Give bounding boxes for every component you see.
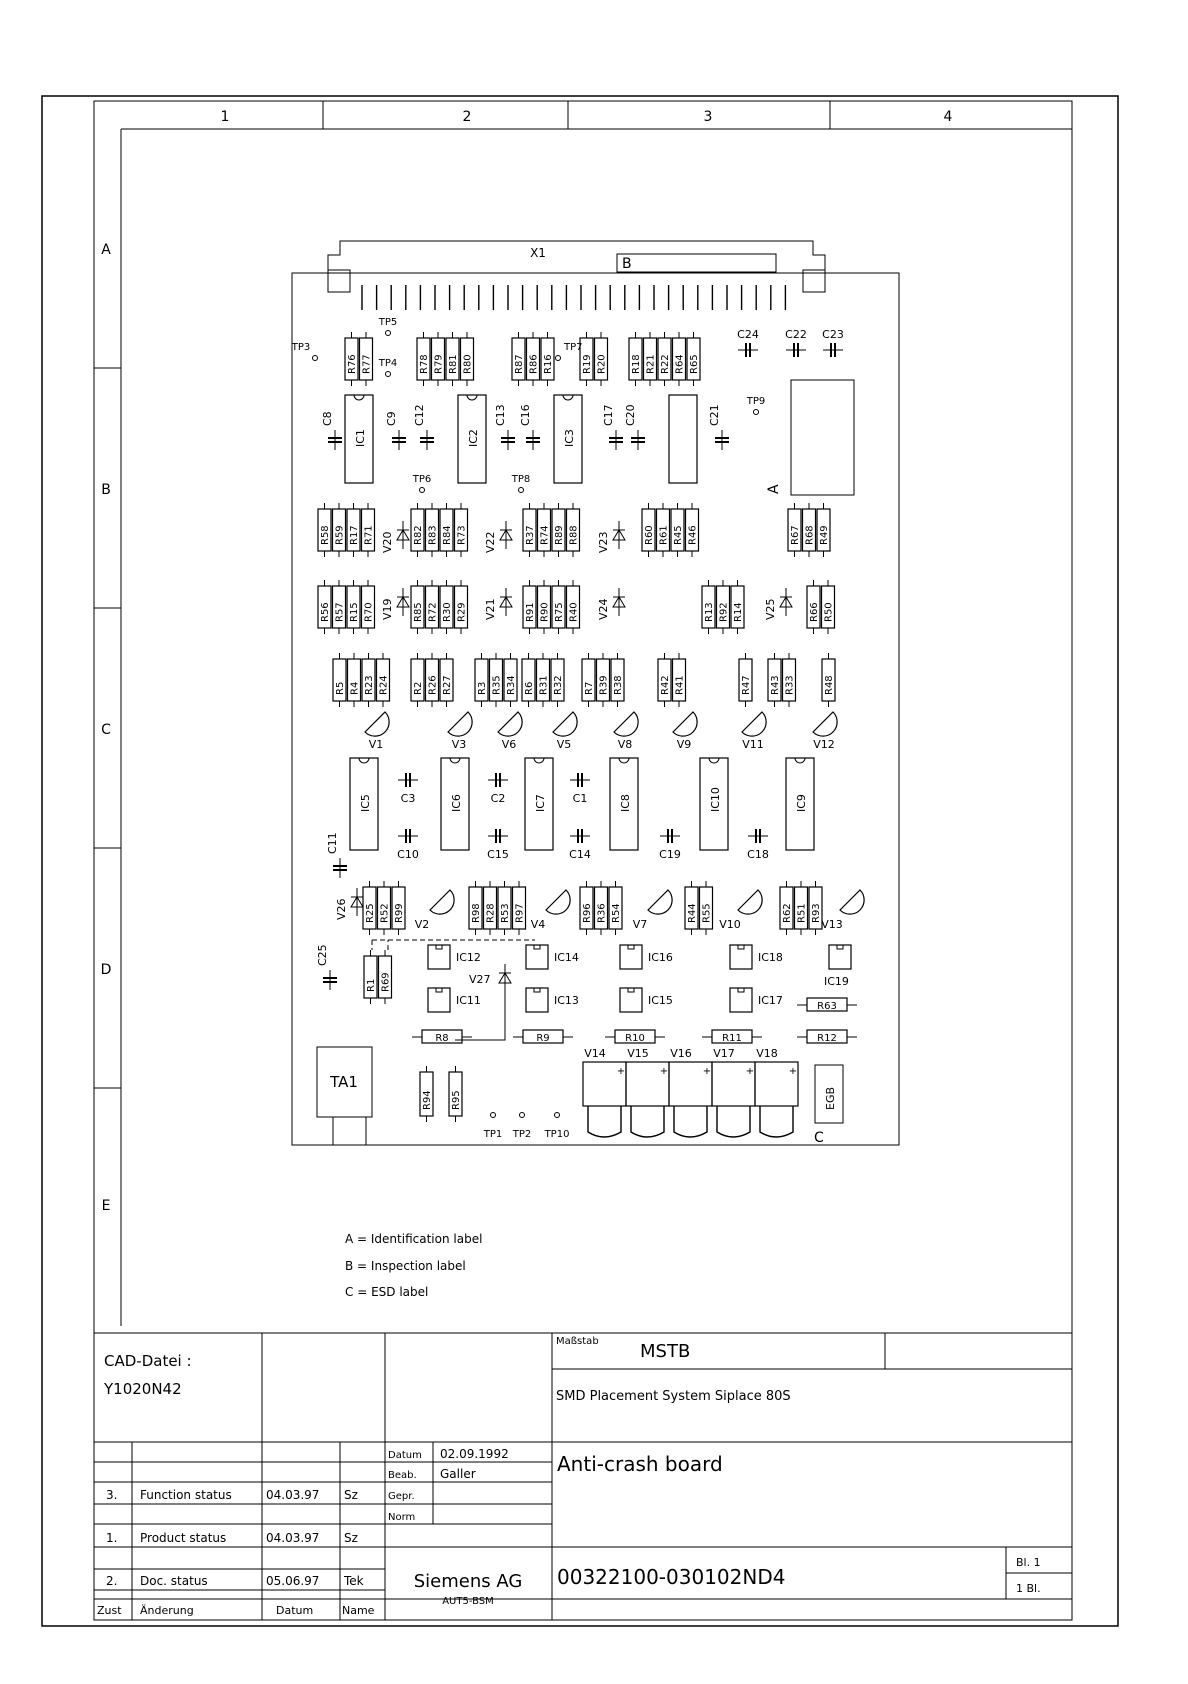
- resistor-label: R19: [582, 354, 593, 374]
- resistor-label: R53: [500, 903, 511, 923]
- led-polarity: +: [702, 1066, 712, 1077]
- ic-notch: [709, 758, 719, 763]
- resistor-label: R49: [819, 525, 830, 545]
- testpoint-marker: [313, 356, 318, 361]
- testpoint-label: TP5: [378, 317, 398, 328]
- resistor-label: R28: [485, 903, 497, 923]
- resistor-label: R3: [477, 681, 488, 695]
- led-lens: [674, 1106, 707, 1137]
- transistor-label: V13: [821, 918, 843, 931]
- resistor-label: R43: [770, 675, 781, 695]
- datum-value: 02.09.1992: [440, 1447, 509, 1461]
- connector-x1: [328, 241, 825, 290]
- ic-notch: [450, 758, 460, 763]
- ic-label: IC10: [709, 787, 722, 812]
- resistor-label: R92: [718, 602, 730, 622]
- transistor-body: [553, 712, 577, 736]
- transistor-body: [673, 712, 697, 736]
- footer-zust: Zust: [97, 1604, 122, 1617]
- resistor-label: R63: [817, 1001, 837, 1012]
- ic-label: IC1: [354, 429, 367, 447]
- testpoint-marker: [556, 356, 561, 361]
- resistor-label: R58: [320, 525, 331, 545]
- resistor-label: R13: [704, 602, 715, 622]
- capacitor-label: C15: [487, 848, 509, 861]
- led-label: V17: [713, 1047, 735, 1060]
- transistor-label: V12: [813, 738, 835, 751]
- transistor-body: [648, 890, 672, 914]
- revision-zust: 3.: [106, 1488, 118, 1502]
- resistor-label: R73: [456, 525, 468, 545]
- datum-label: Datum: [388, 1450, 422, 1461]
- identification-label-box: [791, 380, 854, 495]
- resistor-label: R97: [514, 903, 526, 923]
- testpoint-label: TP8: [511, 474, 531, 485]
- resistor-label: R41: [674, 675, 686, 695]
- resistor-label: R60: [644, 525, 655, 545]
- transistor-label: V10: [719, 918, 741, 931]
- resistor-label: R38: [613, 675, 624, 695]
- diode-label: V23: [597, 531, 610, 553]
- transistor-body: [448, 712, 472, 736]
- resistor-label: R77: [361, 354, 373, 374]
- led-lens: [631, 1106, 664, 1137]
- transistor-label: V7: [632, 918, 648, 931]
- system-name: SMD Placement System Siplace 80S: [556, 1389, 791, 1404]
- dashed-connection: [372, 940, 535, 950]
- resistor-label: R23: [364, 675, 375, 695]
- ic-notch: [619, 758, 629, 763]
- resistor-label: R44: [687, 903, 698, 923]
- capacitor-label: C19: [659, 848, 681, 861]
- resistor-label: R31: [538, 675, 550, 695]
- connector-pins: [362, 285, 785, 310]
- resistor-label: R29: [456, 602, 468, 622]
- revision-text: Function status: [140, 1488, 232, 1502]
- ic-notch: [354, 395, 364, 400]
- pcb-board: [291, 241, 899, 1146]
- testpoint-marker: [386, 372, 391, 377]
- beab-value: Galler: [440, 1467, 476, 1481]
- resistor-label: R80: [462, 354, 474, 374]
- transistor-body: [738, 890, 762, 914]
- transistor-body: [614, 712, 638, 736]
- ic-label: IC2: [467, 429, 480, 447]
- resistor-label: R24: [378, 675, 390, 695]
- cad-file-label: CAD-Datei :: [104, 1352, 192, 1370]
- ic-label: IC7: [534, 794, 547, 812]
- resistor-label: R2: [413, 681, 424, 695]
- revision-date: 04.03.97: [266, 1531, 320, 1545]
- led-label: V15: [627, 1047, 649, 1060]
- testpoint-label: TP9: [746, 396, 766, 407]
- ic-label: IC16: [648, 951, 673, 964]
- resistor-label: R89: [554, 525, 565, 545]
- column-label: 3: [703, 109, 713, 125]
- transistor-body: [813, 712, 837, 736]
- ic-notch: [563, 395, 573, 400]
- transformer-ta1: [317, 1047, 372, 1145]
- norm-label: Norm: [388, 1512, 416, 1523]
- transformer-label: TA1: [330, 1073, 358, 1091]
- capacitor-label: C3: [400, 792, 416, 805]
- resistor-label: R99: [394, 903, 405, 923]
- resistor-label: R11: [722, 1033, 742, 1044]
- resistor-label: R95: [451, 1090, 462, 1110]
- resistor-label: R17: [349, 525, 360, 545]
- testpoint-marker: [520, 1113, 525, 1118]
- resistor-label: R18: [631, 354, 642, 374]
- ic-notch: [795, 758, 805, 763]
- ic-label: IC5: [359, 794, 372, 812]
- revision-zust: 2.: [106, 1574, 118, 1588]
- resistor-label: R20: [596, 354, 608, 374]
- diode-label: V20: [381, 531, 394, 553]
- beab-label: Beab.: [388, 1470, 417, 1481]
- resistor-label: R16: [543, 354, 554, 374]
- resistor-label: R15: [349, 602, 360, 622]
- revision-zust: 1.: [106, 1531, 118, 1545]
- resistor-label: R61: [658, 525, 670, 545]
- testpoint-marker: [386, 331, 391, 336]
- led-label: V16: [670, 1047, 692, 1060]
- resistor-label: R25: [365, 903, 376, 923]
- resistor-label: R71: [363, 525, 375, 545]
- esd-label-mark: C: [814, 1130, 824, 1146]
- ic-label: IC19: [824, 975, 849, 988]
- led-label: V14: [584, 1047, 606, 1060]
- ic-notch: [534, 758, 544, 763]
- row-label: C: [101, 722, 111, 738]
- resistor-label: R48: [824, 675, 835, 695]
- resistor-label: R93: [811, 903, 822, 923]
- scale-value: MSTB: [640, 1341, 691, 1362]
- document-number: 00322100-030102ND4: [557, 1565, 786, 1589]
- resistor-label: R33: [784, 675, 796, 695]
- resistor-label: R46: [687, 525, 699, 545]
- transistor-label: V4: [530, 918, 546, 931]
- footer-aenderung: Änderung: [140, 1604, 194, 1617]
- ic-label: IC14: [554, 951, 579, 964]
- ic-label: IC11: [456, 994, 481, 1007]
- diode-label: V19: [381, 598, 394, 620]
- revision-name: Sz: [344, 1531, 358, 1545]
- testpoint-marker: [420, 488, 425, 493]
- resistor-label: R56: [320, 602, 331, 622]
- transistor-label: V8: [617, 738, 633, 751]
- capacitor-label: C17: [602, 404, 615, 426]
- resistor-label: R94: [422, 1090, 433, 1110]
- ic-notch: [467, 395, 477, 400]
- capacitor-label: C13: [494, 404, 507, 426]
- resistor-label: R32: [553, 675, 564, 695]
- resistor-label: R51: [796, 903, 808, 923]
- resistor-label: R6: [524, 681, 535, 695]
- resistor-label: R86: [528, 354, 540, 374]
- testpoint-label: TP4: [378, 358, 398, 369]
- resistor-label: R10: [625, 1033, 645, 1044]
- capacitor-label: C18: [747, 848, 769, 861]
- capacitor-label: C2: [490, 792, 506, 805]
- legend-line: C = ESD label: [345, 1285, 429, 1299]
- department: AUT5-BSM: [442, 1596, 494, 1607]
- row-label: A: [101, 242, 111, 258]
- transistor-body: [546, 890, 570, 914]
- revision-name: Sz: [344, 1488, 358, 1502]
- resistor-label: R59: [334, 525, 346, 545]
- capacitor-label: C24: [737, 328, 759, 341]
- resistor-label: R81: [448, 354, 459, 374]
- ic-label: IC15: [648, 994, 673, 1007]
- revision-date: 04.03.97: [266, 1488, 320, 1502]
- capacitor-label: C12: [413, 404, 426, 426]
- testpoint-label: TP7: [564, 342, 583, 353]
- led-polarity: +: [659, 1066, 669, 1077]
- sheet-total: 1 Bl.: [1016, 1582, 1041, 1595]
- resistor-label: R98: [471, 903, 482, 923]
- transistor-label: V1: [368, 738, 384, 751]
- footer-name: Name: [342, 1604, 375, 1617]
- led-block: [583, 1047, 798, 1137]
- capacitor-label: C23: [822, 328, 844, 341]
- transistor-label: V6: [501, 738, 517, 751]
- resistor-label: R54: [611, 903, 622, 923]
- testpoint-label: TP3: [291, 342, 311, 353]
- resistor-label: R55: [701, 903, 713, 923]
- esd-label-text: EGB: [824, 1086, 837, 1110]
- diode-label: V25: [764, 598, 777, 620]
- ic-notch: [359, 758, 369, 763]
- led-polarity: +: [745, 1066, 755, 1077]
- resistor-label: R45: [673, 525, 684, 545]
- resistor-label: R72: [427, 602, 439, 622]
- transistor-body: [365, 712, 389, 736]
- resistor-label: R14: [733, 602, 744, 622]
- resistor-label: R66: [809, 602, 820, 622]
- led-polarity: +: [616, 1066, 626, 1077]
- resistor-label: R76: [347, 354, 358, 374]
- capacitor-label: C9: [385, 411, 398, 426]
- drawing-title: Anti-crash board: [557, 1452, 723, 1476]
- diode-label: V21: [484, 598, 497, 620]
- capacitor-label: C16: [519, 404, 532, 426]
- testpoint-label: TP1: [483, 1129, 503, 1140]
- capacitor-label: C10: [397, 848, 419, 861]
- resistor-label: R21: [645, 354, 657, 374]
- ic-label: IC13: [554, 994, 579, 1007]
- legend-line: A = Identification label: [345, 1232, 483, 1246]
- led-label: V18: [756, 1047, 778, 1060]
- resistor-label: R1: [366, 978, 377, 992]
- capacitor-label: C21: [708, 404, 721, 426]
- transistor-label: V5: [556, 738, 572, 751]
- resistor-label: R36: [596, 903, 608, 923]
- transistor-label: V9: [676, 738, 692, 751]
- revision-text: Product status: [140, 1531, 227, 1545]
- resistor-label: R9: [536, 1033, 550, 1044]
- resistor-label: R84: [442, 525, 453, 545]
- capacitor-label: C11: [326, 832, 339, 854]
- resistor-label: R50: [823, 602, 835, 622]
- resistor-label: R68: [804, 525, 816, 545]
- diode-label: V24: [597, 598, 610, 620]
- diode-label: V27: [469, 973, 491, 986]
- row-label: D: [100, 962, 112, 978]
- resistor-label: R8: [435, 1033, 449, 1044]
- capacitor-label: C20: [624, 404, 637, 426]
- ic-body: [669, 395, 697, 483]
- row-label: B: [101, 482, 111, 498]
- testpoint-label: TP10: [544, 1129, 570, 1140]
- led-lens: [588, 1106, 621, 1137]
- capacitor-label: C8: [321, 411, 334, 426]
- sheet-number: Bl. 1: [1016, 1556, 1041, 1569]
- inspection-label-box: [617, 254, 776, 272]
- resistor-label: R39: [598, 675, 610, 695]
- resistor-label: R40: [568, 602, 580, 622]
- resistor-label: R96: [582, 903, 593, 923]
- ic-label: IC3: [563, 429, 576, 447]
- resistor-label: R64: [674, 354, 686, 374]
- inspection-label-mark: B: [622, 256, 632, 272]
- diode-label: V22: [484, 531, 497, 553]
- resistor-label: R12: [817, 1033, 837, 1044]
- resistor-label: R57: [334, 602, 346, 622]
- resistor-label: R30: [442, 602, 453, 622]
- row-label: E: [101, 1198, 111, 1214]
- resistor-label: R91: [525, 602, 536, 622]
- transistor-label: V2: [414, 918, 430, 931]
- resistor-label: R37: [525, 525, 536, 545]
- testpoint-marker: [754, 410, 759, 415]
- resistor-label: R26: [427, 675, 439, 695]
- board-outline: [292, 273, 899, 1145]
- led-lens: [760, 1106, 793, 1137]
- gepr-label: Gepr.: [388, 1491, 415, 1502]
- testpoint-marker: [491, 1113, 496, 1118]
- resistor-label: R52: [379, 903, 391, 923]
- resistor-label: R78: [419, 354, 430, 374]
- resistor-label: R87: [514, 354, 525, 374]
- revision-text: Doc. status: [140, 1574, 208, 1588]
- resistor-label: R83: [427, 525, 439, 545]
- resistor-label: R67: [790, 525, 801, 545]
- testpoint-label: TP6: [412, 474, 432, 485]
- company-name: Siemens AG: [413, 1571, 523, 1592]
- cad-file-value: Y1020N42: [104, 1380, 182, 1398]
- resistor-label: R47: [741, 675, 752, 695]
- ic-label: IC17: [758, 994, 783, 1007]
- resistor-label: R5: [335, 681, 346, 695]
- ic-label: IC9: [795, 794, 808, 812]
- column-label: 4: [943, 109, 953, 125]
- transistor-label: V11: [742, 738, 764, 751]
- testpoint-marker: [555, 1113, 560, 1118]
- resistor-label: R69: [380, 972, 392, 992]
- testpoint-marker: [519, 488, 524, 493]
- resistor-label: R65: [689, 354, 700, 374]
- testpoint-label: TP2: [512, 1129, 532, 1140]
- column-label: 1: [220, 109, 230, 125]
- diode-label: V26: [335, 898, 348, 920]
- legend-line: B = Inspection label: [345, 1259, 466, 1273]
- capacitor-label: C22: [785, 328, 807, 341]
- capacitor-label: C14: [569, 848, 591, 861]
- capacitor-label: C1: [572, 792, 588, 805]
- resistor-label: R22: [660, 354, 671, 374]
- ic-label: IC18: [758, 951, 783, 964]
- led-lens: [717, 1106, 750, 1137]
- identification-label-mark: A: [766, 484, 782, 494]
- footer-datum: Datum: [276, 1604, 314, 1617]
- resistor-label: R27: [442, 675, 453, 695]
- resistor-label: R4: [349, 681, 361, 695]
- resistor-label: R42: [660, 675, 671, 695]
- transistor-body: [430, 890, 454, 914]
- resistor-label: R62: [782, 903, 793, 923]
- transistor-body: [498, 712, 522, 736]
- capacitor-label: C25: [316, 944, 329, 966]
- revision-date: 05.06.97: [266, 1574, 320, 1588]
- transistor-label: V3: [451, 738, 467, 751]
- resistor-label: R70: [363, 602, 375, 622]
- resistor-label: R82: [413, 525, 424, 545]
- resistor-label: R90: [539, 602, 551, 622]
- resistor-label: R35: [491, 675, 503, 695]
- resistor-label: R85: [413, 602, 424, 622]
- transistor-body: [840, 890, 864, 914]
- resistor-label: R74: [539, 525, 551, 545]
- resistor-label: R79: [433, 354, 445, 374]
- ic-label: IC8: [619, 794, 632, 812]
- column-label: 2: [462, 109, 472, 125]
- resistor-label: R34: [506, 675, 517, 695]
- resistor-label: R7: [584, 681, 595, 695]
- ic-label: IC12: [456, 951, 481, 964]
- ic-label: IC6: [450, 794, 463, 812]
- transistor-body: [742, 712, 766, 736]
- connector-label: X1: [530, 246, 546, 260]
- led-polarity: +: [788, 1066, 798, 1077]
- revision-name: Tek: [344, 1574, 364, 1588]
- scale-label: Maßstab: [556, 1336, 599, 1347]
- resistor-label: R88: [568, 525, 580, 545]
- resistor-label: R75: [554, 602, 565, 622]
